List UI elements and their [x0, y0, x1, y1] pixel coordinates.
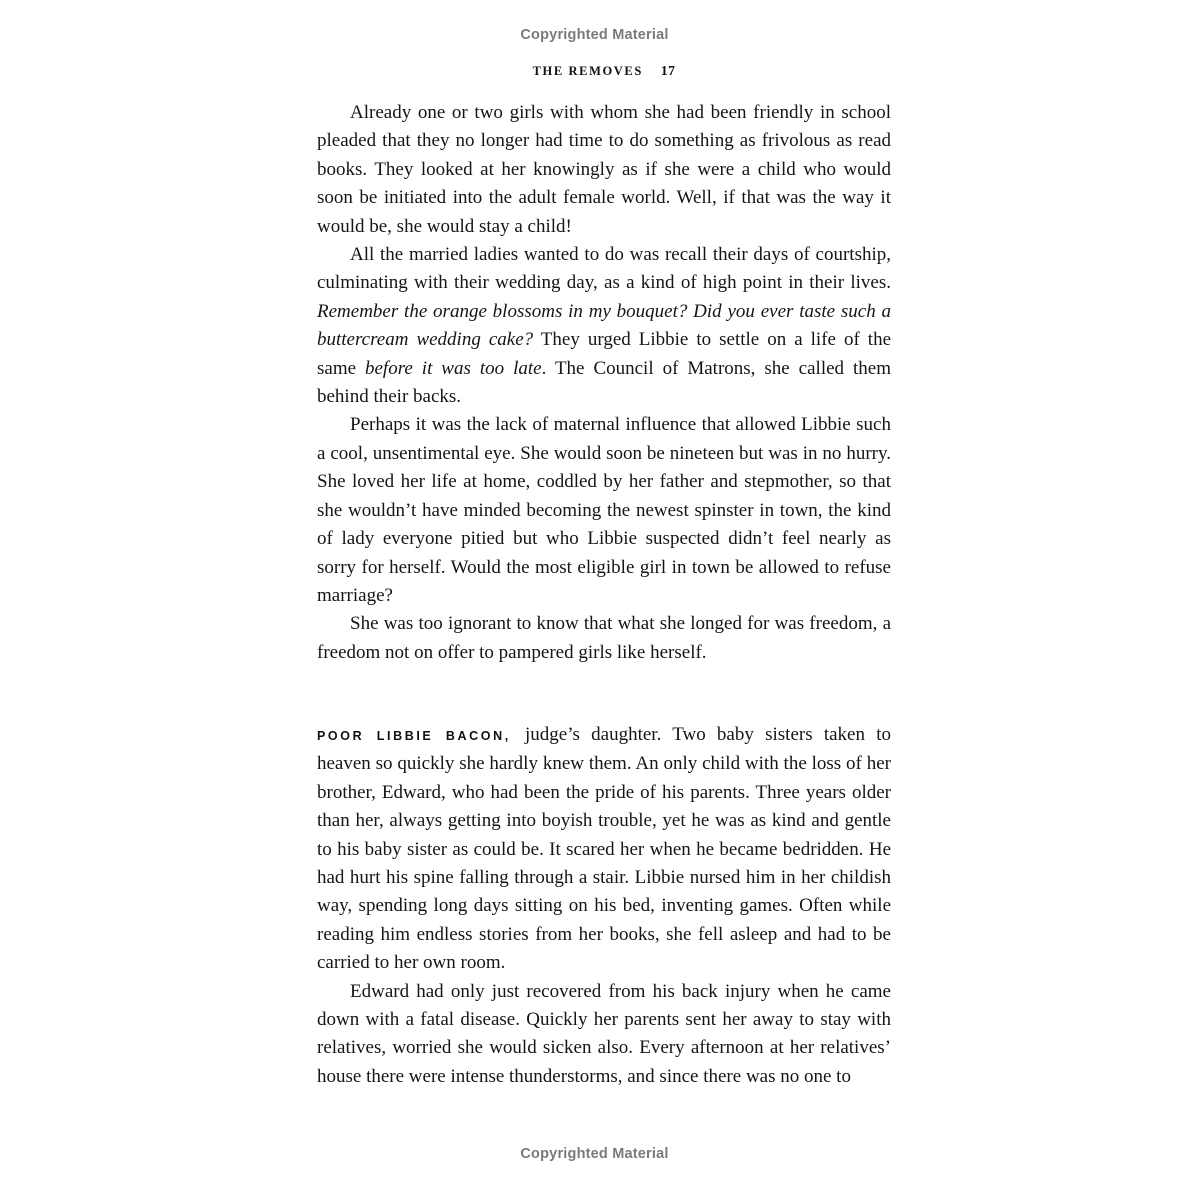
section-two — [317, 721, 891, 1091]
paragraph-text: judge’s daughter. Two baby sisters taken to heaven so quickly she hardly knew them. An only child with the loss of her brother, Edward, who had been the pride of his parents. Three years older than her, always getting into boyish trouble, yet he was as kind and gentle to his baby sister as could be. It scared her when he became bedridden. He had hurt his spine falling through a stair. Libbie nursed him in her childish way, spending long days sitting on his bed, inventing games. Often while reading him endless stories from her books, she fell asleep and had to be carried to her own room. — [317, 724, 891, 974]
paragraph: She was too ignorant to know that what she longed for was freedom, a freedom not on offer to pampered girls like herself. — [317, 613, 891, 663]
paragraph: Already one or two girls with whom she had been friendly in school pleaded that they no longer had time to do something as frivolous as read books. They looked at her knowingly as if she were a child who would soon be initiated into the adult female world. Well, if that was the way it would be, she would stay a child! — [317, 102, 891, 237]
running-head — [317, 63, 891, 79]
section-lead-in: POOR LIBBIE BACON, — [317, 729, 511, 743]
paragraph: Edward had only just recovered from his back injury when he came down with a fatal disease. Quickly her parents sent her away to stay with relatives, worried she would sicken also. Every afternoon at her relatives’ house there were intense thunderstorms, and since there was no one to — [317, 980, 891, 1087]
copyright-watermark-top: Copyrighted Material — [520, 27, 669, 43]
copyright-watermark-bottom: Copyrighted Material — [520, 1146, 669, 1162]
page-number: 17 — [660, 63, 676, 78]
section-one — [317, 99, 891, 667]
paragraph-text: They urged Libbie to settle on a life of the same — [317, 329, 892, 379]
paragraph — [317, 241, 891, 411]
paragraph-text: All the married ladies wanted to do was recall their days of courtship, culminating with their wedding day, as a kind of high point in their lives. — [317, 244, 891, 294]
running-head-title: THE REMOVES — [532, 64, 643, 78]
italic-phrase: before it was too late — [365, 357, 542, 379]
paragraph: Perhaps it was the lack of maternal influence that allowed Libbie such a cool, unsentimental eye. She would soon be nineteen but was in no hurry. She loved her life at home, coddled by her father and stepmother, so that she wouldn’t have minded becoming the newest spinster in town, the kind of lady everyone pitied but who Libbie suspected didn’t feel nearly as sorry for herself. Would the most eligible girl in town be allowed to refuse marriage? — [317, 414, 891, 606]
paragraph-text: . The Council of Matrons, she called them behind their backs. — [317, 357, 891, 408]
paragraph — [317, 721, 891, 978]
italic-quote: Remember the orange blossoms in my bouquet? Did you ever taste such a buttercream wedding cake? — [317, 300, 891, 351]
